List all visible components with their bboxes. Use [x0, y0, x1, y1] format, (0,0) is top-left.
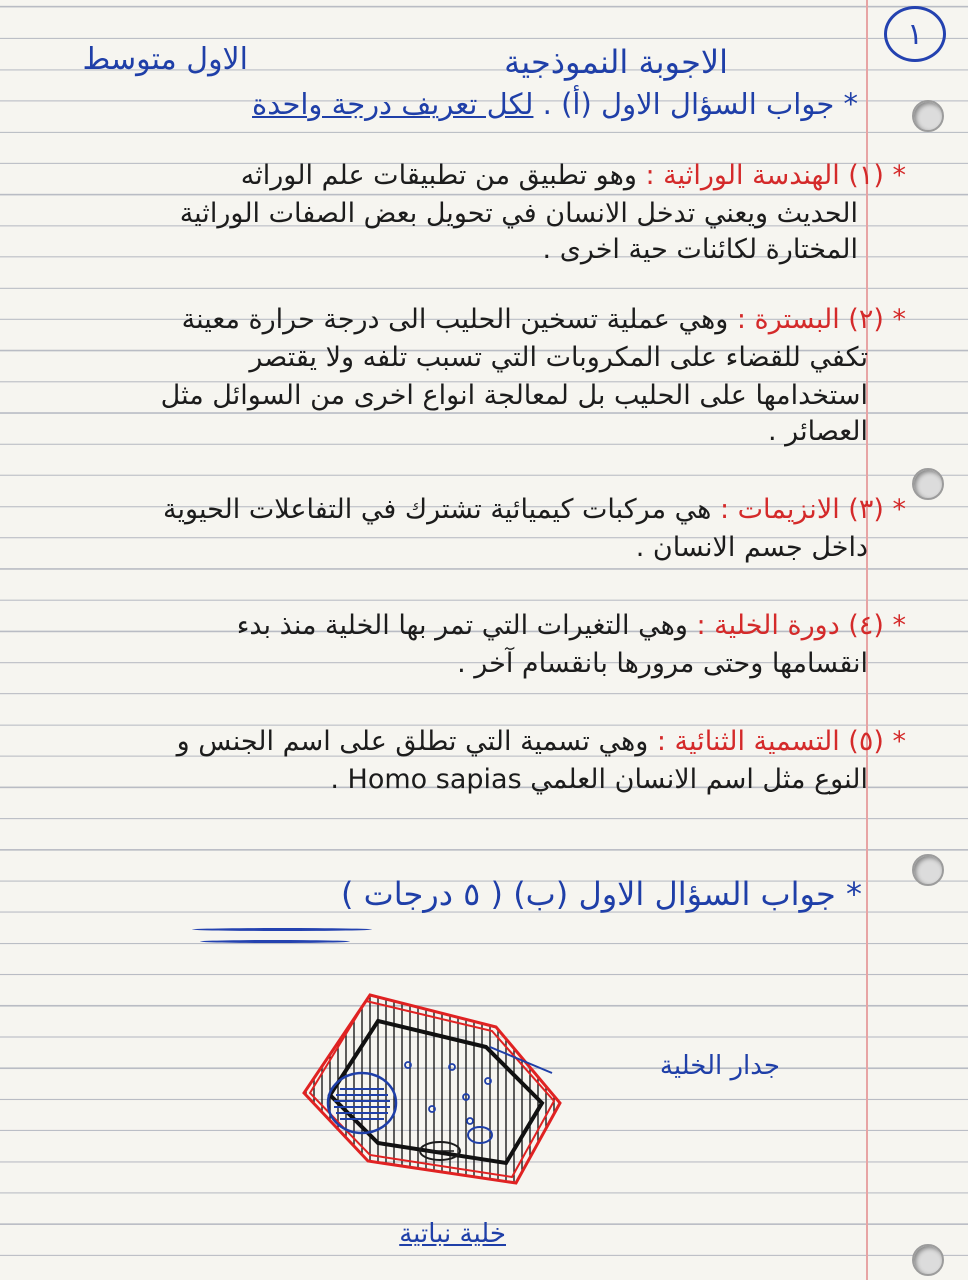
definition-2-line-4: العصائر . — [768, 416, 868, 447]
definition-1-line-1: * (١) الهندسة الوراثية : وهو تطبيق من تطبيقات علم الوراثه — [240, 160, 906, 191]
definition-2-line-2: تكفي للقضاء على المكروبات التي تسبب تلفه ولا يقتصر — [249, 342, 868, 373]
definition-5-line-1: * (٥) التسمية الثنائية : وهي تسمية التي تطلق على اسم الجنس و — [176, 726, 906, 757]
star-icon: * — [892, 160, 906, 191]
binder-hole — [912, 854, 944, 886]
star-icon: * — [892, 494, 906, 525]
star-icon: * — [843, 87, 858, 121]
chloroplast — [468, 1127, 492, 1143]
cell-wall-label: جدار الخلية — [659, 1051, 780, 1081]
definition-4-line-1: * (٤) دورة الخلية : وهي التغيرات التي تمر بها الخلية منذ بدء — [236, 610, 906, 641]
definition-1-line-2: الحديث ويعني تدخل الانسان في تحويل بعض الصفات الوراثية — [179, 198, 858, 229]
definition-2-line-1: * (٢) البسترة : وهي عملية تسخين الحليب الى درجة حرارة معينة — [181, 304, 906, 335]
diagram-caption: خلية نباتية — [399, 1219, 506, 1249]
star-icon: * — [846, 875, 862, 913]
star-icon: * — [892, 726, 906, 757]
definition-1-line-3: المختارة لكائنات حية اخرى . — [542, 234, 858, 265]
plant-cell-diagram — [290, 985, 590, 1200]
definition-4-line-2: انقسامها وحتى مرورها بانقسام آخر . — [457, 648, 868, 679]
definition-5-line-2: النوع مثل اسم الانسان العلمي Homo sapias . — [330, 764, 868, 795]
heading-underline — [192, 928, 372, 931]
binder-hole — [912, 1244, 944, 1276]
page-title: الاجوبة النموذجية — [504, 43, 728, 81]
question-note: لكل تعريف درجة واحدة — [252, 87, 534, 121]
definition-3-line-2: داخل جسم الانسان . — [635, 532, 868, 563]
heading-underline — [200, 940, 350, 943]
question-heading: * جواب السؤال الاول (أ) . لكل تعريف درجة واحدة — [252, 87, 858, 121]
section-b-heading: * جواب السؤال الاول (ب) ( ٥ درجات ) — [340, 875, 862, 913]
binder-hole — [912, 100, 944, 132]
page-number: ١ — [884, 6, 946, 62]
definition-3-line-1: * (٣) الانزيمات : هي مركبات كيميائية تشترك في التفاعلات الحيوية — [163, 494, 906, 525]
star-icon: * — [892, 304, 906, 335]
binder-hole — [912, 468, 944, 500]
definition-2-line-3: استخدامها على الحليب بل لمعالجة انواع اخرى من السوائل مثل — [160, 380, 868, 411]
grade-label: الاول متوسط — [82, 42, 248, 77]
star-icon: * — [892, 610, 906, 641]
